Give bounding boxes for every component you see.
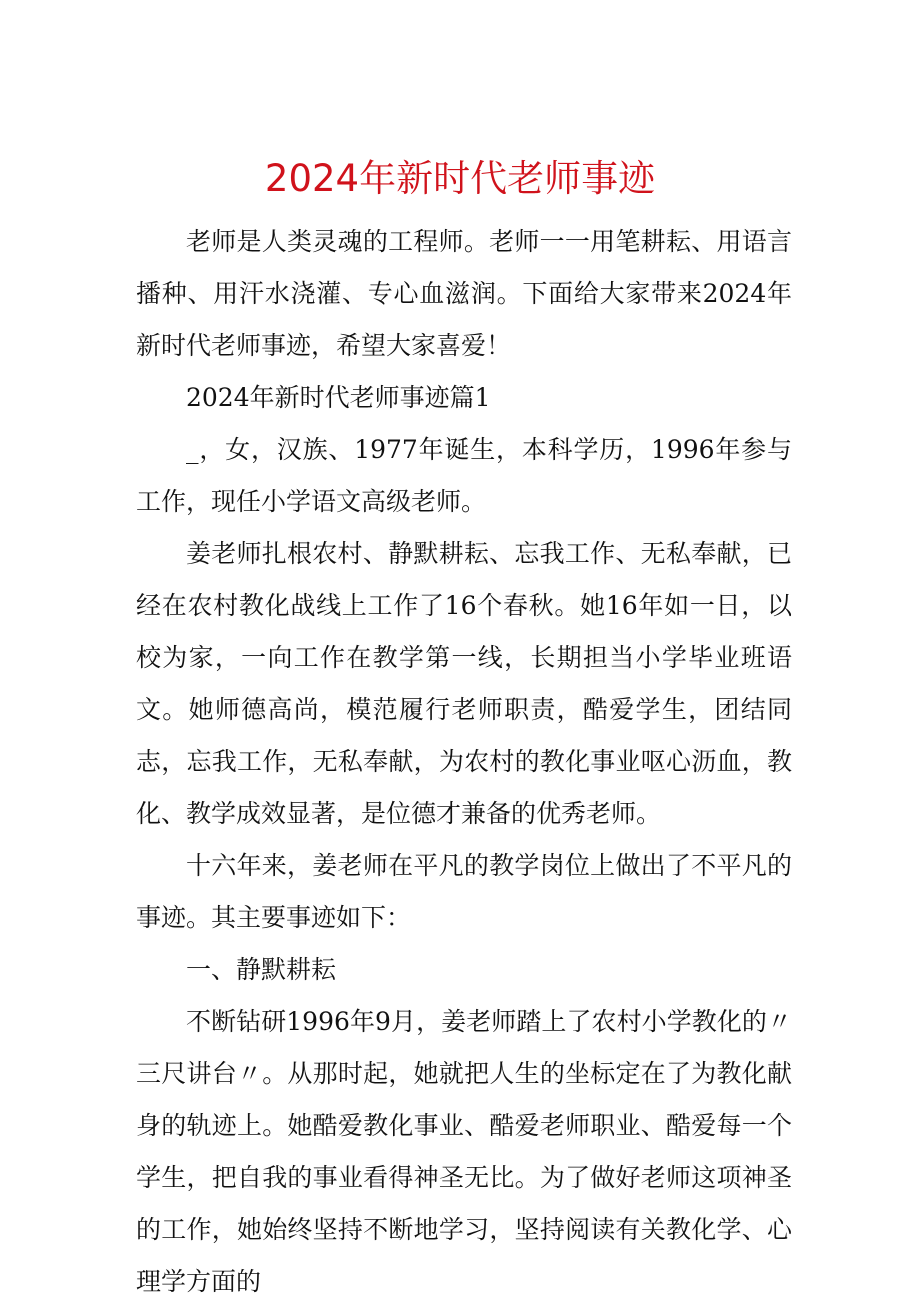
document-title: 2024年新时代老师事迹 xyxy=(264,157,656,200)
subsection-heading: 一、静默耕耘 xyxy=(186,955,337,984)
summary-paragraph: 姜老师扎根农村、静默耕耘、忘我工作、无私奉献，已经在农村教化战线上工作了16个春秋。她16年如一日，以校为家，一向工作在教学第一线，长期担当小学毕业班语文。她师德高尚，模范履行老师职责，酷爱学生，团结同志，忘我工作，无私奉献，为农村的教化事业呕心沥血，教化、教学成效显著，是位德才兼备的优秀老师。 xyxy=(136,539,792,828)
achievements-intro-paragraph: 十六年来，姜老师在平凡的教学岗位上做出了不平凡的事迹。其主要事迹如下： xyxy=(136,851,792,932)
intro-paragraph: 老师是人类灵魂的工程师。老师一一用笔耕耘、用语言播种、用汗水浇灌、专心血滋润。下面给大家带来2024年新时代老师事迹，希望大家喜爱！ xyxy=(136,227,792,360)
document-body xyxy=(136,216,792,1308)
profile-paragraph: _，女，汉族、1977年诞生，本科学历，1996年参与工作，现任小学语文高级老师。 xyxy=(136,435,792,516)
section-heading: 2024年新时代老师事迹篇1 xyxy=(186,383,491,412)
detail-paragraph: 不断钻研1996年9月，姜老师踏上了农村小学教化的〃三尺讲台〃。从那时起，她就把人生的坐标定在了为教化献身的轨迹上。她酷爱教化事业、酷爱老师职业、酷爱每一个学生，把自我的事业看得神圣无比。为了做好老师这项神圣的工作，她始终坚持不断地学习，坚持阅读有关教化学、心理学方面的 xyxy=(136,1007,792,1296)
